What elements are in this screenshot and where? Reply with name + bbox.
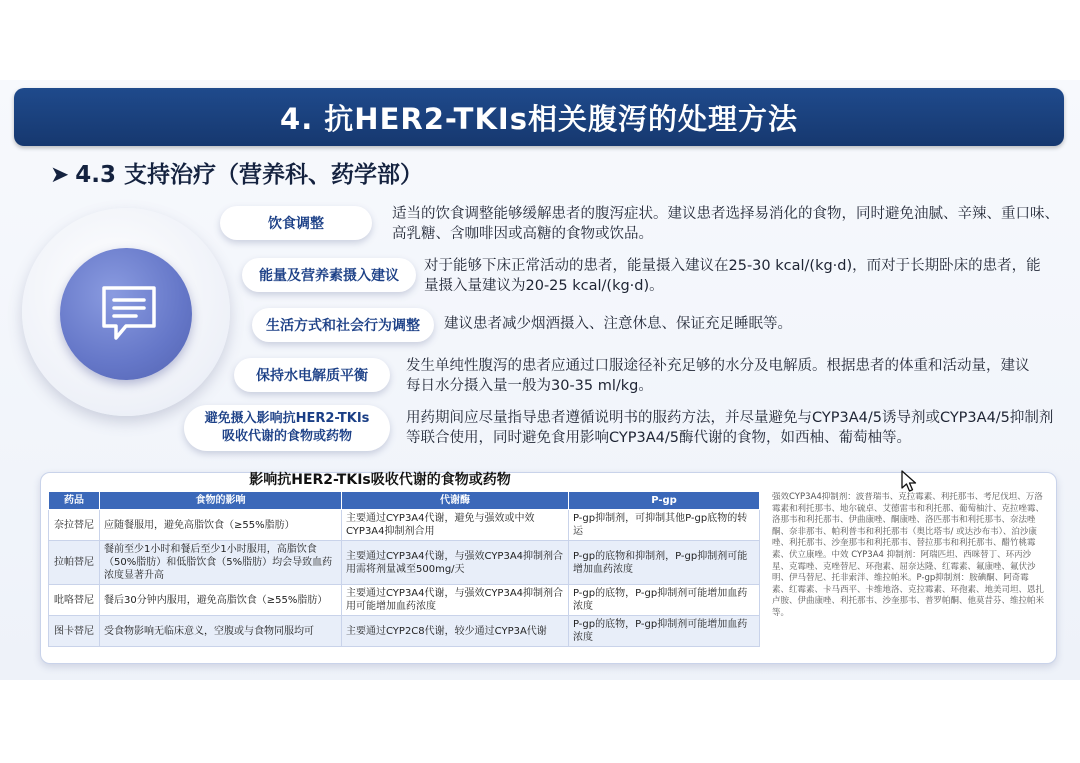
cell-food: 受食物影响无临床意义，空腹或与食物同服均可 [100,616,342,647]
pill-diet-adjustment: 饮食调整 [220,206,372,240]
pill-electrolyte-balance: 保持水电解质平衡 [234,358,390,392]
cell-drug: 拉帕替尼 [49,541,100,585]
table-header-row [49,492,760,510]
desc-lifestyle: 建议患者减少烟酒摄入、注意休息、保证充足睡眠等。 [444,316,792,332]
cell-pgp: P-gp的底物，P-gp抑制剂可能增加血药浓度 [569,585,760,616]
slide [0,80,1080,680]
pill-energy-nutrition: 能量及营养素摄入建议 [242,258,416,292]
cell-enzyme: 主要通过CYP2C8代谢，较少通过CYP3A代谢 [342,616,569,647]
desc-avoid-interactions: 用药期间应尽量指导患者遵循说明书的服药方法，并尽量避免与CYP3A4/5诱导剂或CYP3A4/5抑制剂等联合使用，同时避免食用影响CYP3A4/5酶代谢的食物，如西柚、葡萄柚等。 [406,410,1054,446]
mouse-cursor-icon [900,469,920,493]
arrow-right-icon: ➤ [50,162,70,188]
desc-diet-adjustment: 适当的饮食调整能够缓解患者的腹泻症状。建议患者选择易消化的食物，同时避免油腻、辛辣、重口味、高乳糖、含咖啡因或高糖的食物或饮品。 [392,206,1059,242]
cell-drug: 奈拉替尼 [49,510,100,541]
cell-enzyme: 主要通过CYP3A4代谢，与强效CYP3A4抑制剂合用可能增加血药浓度 [342,585,569,616]
pill-avoid-interactions [184,405,390,451]
cell-food: 餐后30分钟内服用，避免高脂饮食（≥55%脂肪） [100,585,342,616]
drug-table [48,491,760,647]
col-header-food: 食物的影响 [100,492,342,510]
cell-enzyme: 主要通过CYP3A4代谢，与强效CYP3A4抑制剂合用需将剂量减至500mg/天 [342,541,569,585]
table-row [49,616,760,647]
section-subtitle-text: 4.3 支持治疗（营养科、药学部） [75,162,424,188]
cell-drug: 吡咯替尼 [49,585,100,616]
pill-avoid-interactions-line2: 吸收代谢的食物或药物 [221,429,352,444]
chat-bubble-icon [96,280,162,346]
slide-title: 4. 抗HER2-TKIs相关腹泻的处理方法 [14,88,1064,146]
cell-pgp: P-gp的底物，P-gp抑制剂可能增加血药浓度 [569,616,760,647]
cell-food: 应随餐服用，避免高脂饮食（≥55%脂肪） [100,510,342,541]
cell-food: 餐前至少1小时和餐后至少1小时服用，高脂饮食（50%脂肪）和低脂饮食（5%脂肪）均会导致血药浓度显著升高 [100,541,342,585]
col-header-enzyme: 代谢酶 [342,492,569,510]
table-row [49,585,760,616]
pill-avoid-interactions-line1: 避免摄入影响抗HER2-TKIs [204,411,370,426]
table-row [49,510,760,541]
inhibitor-note: 强效CYP3A4抑制剂：波普瑞韦、克拉霉素、利托那韦、考尼伐坦、万洛霉素和利托那韦、地尔硫卓、艾德雷韦和利托那、葡萄柚汁、克拉唑霉、洛那韦和利托那韦、伊曲康唑、酮康唑、洛匹那韦和利托那韦、奈法唑酮、奈非那韦、帕利普韦和利托那韦（奥比塔韦/ 或达沙布韦）、泊沙康唑、利托那韦、沙奎那韦和利托那韦、替拉那韦和利托那韦、醋竹桃霉素、伏立康唑。中效 CYP3A4 抑制剂：阿瑞匹坦、西咪替丁、环丙沙星、克霉唑、克唑替尼、环孢素、屈奈达隆、红霉素、氟康唑、氟伏沙明、伊马替尼、托非索泮、维拉帕米。P-gp抑制剂：胺碘酮、阿奇霉素、红霉素、卡马西平、卡维地洛、克拉霉素、环孢素、地美司坦、恩扎卢胺、伊曲康唑、利托那韦、沙奎那韦、普罗帕酮、他莫昔芬、维拉帕米等。 [772,492,1044,618]
table-title: 影响抗HER2-TKIs吸收代谢的食物或药物 [249,472,511,488]
pill-lifestyle: 生活方式和社会行为调整 [252,308,434,342]
desc-electrolyte-balance: 发生单纯性腹泻的患者应通过口服途径补充足够的水分及电解质。根据患者的体重和活动量，建议每日水分摄入量一般为30-35 ml/kg。 [406,358,1030,394]
cell-pgp: P-gp抑制剂，可抑制其他P-gp底物的转运 [569,510,760,541]
cell-enzyme: 主要通过CYP3A4代谢，避免与强效或中效CYP3A4抑制剂合用 [342,510,569,541]
col-header-drug: 药品 [49,492,100,510]
section-subtitle [50,156,423,189]
desc-energy-nutrition: 对于能够下床正常活动的患者，能量摄入建议在25-30 kcal/(kg·d)，而对于长期卧床的患者，能量摄入量建议为20-25 kcal/(kg·d)。 [424,258,1041,294]
cell-pgp: P-gp的底物和抑制剂，P-gp抑制剂可能增加血药浓度 [569,541,760,585]
table-row [49,541,760,585]
col-header-pgp: P-gp [569,492,760,510]
cell-drug: 图卡替尼 [49,616,100,647]
